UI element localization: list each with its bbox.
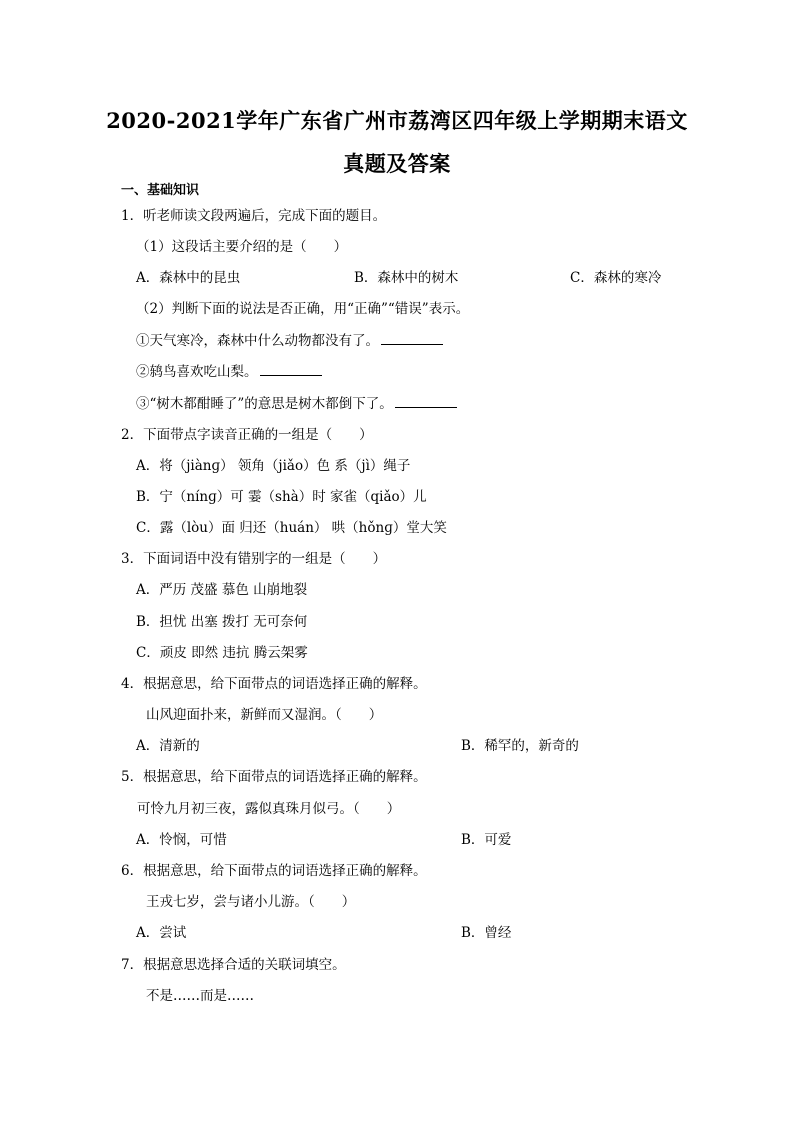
- answer-blank-1[interactable]: [381, 332, 443, 345]
- question-5-option-a: A．怜悯，可惜: [136, 832, 227, 848]
- question-7-stem: 7．根据意思选择合适的关联词填空。: [121, 957, 346, 973]
- question-5-stem: 5．根据意思，给下面带点的词语选择正确的解释。: [121, 769, 427, 785]
- question-2-option-a: A．将（jiànɡ） 领角（jiǎo）色 系（jì）绳子: [136, 458, 411, 474]
- question-6-option-b: B．曾经: [461, 925, 512, 941]
- question-4-stem: 4．根据意思，给下面带点的词语选择正确的解释。: [121, 676, 427, 692]
- question-3-stem: 3．下面词语中没有错别字的一组是（ ）: [121, 551, 387, 567]
- judgement-item-2: [136, 363, 322, 381]
- judgement-text-1: ①天气寒冷，森林中什么动物都没有了。: [136, 333, 379, 349]
- question-2-stem: 2．下面带点字读音正确的一组是（ ）: [121, 427, 373, 443]
- answer-blank-3[interactable]: [395, 395, 457, 408]
- question-5-sentence: 可怜九月初三夜，露似真珠月似弓。（ ）: [137, 801, 401, 817]
- question-1-sub1: （1）这段话主要介绍的是（ ）: [136, 239, 348, 255]
- question-3-option-c: C．顽皮 即然 违抗 腾云架雾: [136, 645, 308, 661]
- question-4-option-a: A．清新的: [136, 738, 200, 754]
- document-title-line1: 2020-2021学年广东省广州市荔湾区四年级上学期期末语文: [106, 108, 688, 133]
- question-6-sentence: 王戎七岁，尝与诸小儿游。（ ）: [146, 894, 356, 910]
- judgement-item-1: [136, 332, 443, 350]
- question-3-option-b: B．担忧 出塞 拨打 无可奈何: [136, 614, 308, 630]
- question-4-sentence: 山风迎面扑来，新鲜而又湿润。（ ）: [146, 707, 383, 723]
- question-4-option-b: B．稀罕的，新奇的: [461, 738, 579, 754]
- document-title-line2: 真题及答案: [343, 151, 451, 176]
- question-1-option-a: A．森林中的昆虫: [136, 270, 241, 286]
- question-1-option-c: C．森林的寒冷: [570, 270, 662, 286]
- question-2-option-b: B．宁（nínɡ）可 霎（shà）时 家雀（qiǎo）儿: [136, 489, 427, 505]
- question-1-sub2: （2）判断下面的说法是否正确，用“正确”“错误”表示。: [136, 301, 470, 317]
- judgement-text-3: ③“树木都酣睡了”的意思是树木都倒下了。: [136, 396, 393, 412]
- question-3-option-a: A．严历 茂盛 慕色 山崩地裂: [136, 582, 308, 598]
- question-6-option-a: A．尝试: [136, 925, 187, 941]
- question-1-stem: 1．听老师读文段两遍后，完成下面的题目。: [121, 208, 387, 224]
- question-5-option-b: B．可爱: [461, 832, 512, 848]
- section-heading: 一、基础知识: [121, 183, 200, 198]
- question-1-option-b: B．森林中的树木: [354, 270, 459, 286]
- question-2-option-c: C．露（lòu）面 归还（huán） 哄（hǒnɡ）堂大笑: [136, 520, 447, 536]
- question-7-phrase: 不是……而是……: [146, 988, 254, 1004]
- answer-blank-2[interactable]: [260, 363, 322, 376]
- judgement-item-3: [136, 395, 457, 413]
- question-6-stem: 6．根据意思，给下面带点的词语选择正确的解释。: [121, 863, 427, 879]
- judgement-text-2: ②鸫鸟喜欢吃山梨。: [136, 364, 258, 380]
